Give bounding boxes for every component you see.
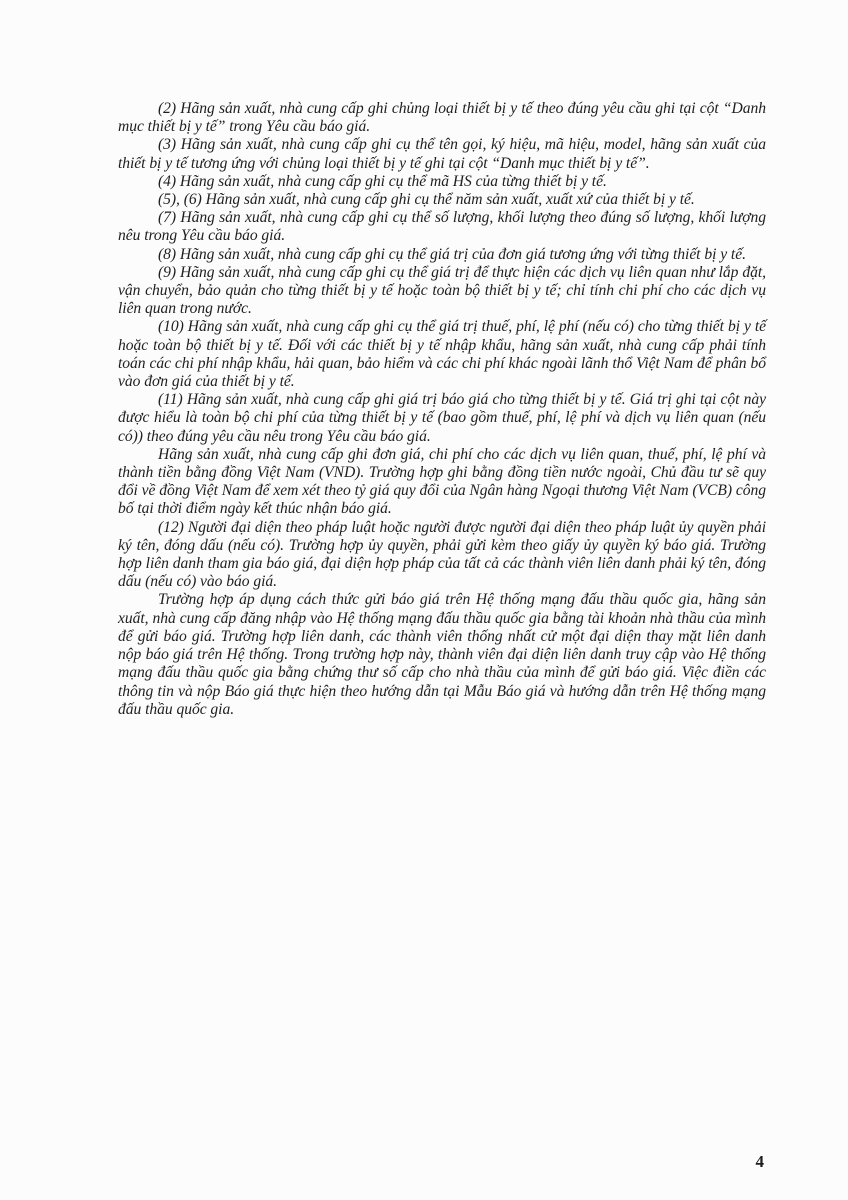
page-number: 4: [755, 1152, 764, 1171]
note-paragraph-4: (4) Hãng sản xuất, nhà cung cấp ghi cụ thể mã HS của từng thiết bị y tế.: [158, 172, 607, 190]
e-bidding-paragraph: Trường hợp áp dụng cách thức gửi báo giá trên Hệ thống mạng đấu thầu quốc gia, hãng sản xuất, nhà cung cấp đăng nhập vào Hệ thống mạng đấu thầu quốc gia bằng tài khoản nhà thầu của mình để gửi báo giá. Trường hợp liên danh, các thành viên thống nhất cử một đại diện thay mặt liên danh nộp báo giá trên Hệ thống. Trong trường hợp này, thành viên đại diện liên danh truy cập vào Hệ thống mạng đấu thầu quốc gia bằng chứng thư số cấp cho nhà thầu của mình để gửi báo giá. Việc điền các thông tin và nộp Báo giá thực hiện theo hướng dẫn tại Mẫu Báo giá và hướng dẫn trên Hệ thống mạng đấu thầu quốc gia.: [118, 591, 766, 718]
note-paragraph-9: (9) Hãng sản xuất, nhà cung cấp ghi cụ thể giá trị để thực hiện các dịch vụ liên quan như lắp đặt, vận chuyển, bảo quản cho từng thiết bị y tế hoặc toàn bộ thiết bị y tế; chỉ tính chi phí cho các dịch vụ liên quan trong nước.: [118, 263, 766, 318]
document-body: [118, 100, 766, 719]
note-paragraph-3: (3) Hãng sản xuất, nhà cung cấp ghi cụ thể tên gọi, ký hiệu, mã hiệu, model, hãng sản xuất của thiết bị y tế tương ứng với chủng loại thiết bị y tế ghi tại cột “Danh mục thiết bị y tế”.: [118, 136, 766, 172]
note-paragraph-7: (7) Hãng sản xuất, nhà cung cấp ghi cụ thể số lượng, khối lượng theo đúng số lượng, khối lượng nêu trong Yêu cầu báo giá.: [118, 209, 766, 245]
note-paragraph-12: (12) Người đại diện theo pháp luật hoặc người được người đại diện theo pháp luật ủy quyền phải ký tên, đóng dấu (nếu có). Trường hợp ủy quyền, phải gửi kèm theo giấy ủy quyền ký báo giá. Trường hợp liên danh tham gia báo giá, đại diện hợp pháp của tất cả các thành viên liên danh phải ký tên, đóng dấu (nếu có) vào báo giá.: [118, 518, 766, 591]
note-paragraph-11: (11) Hãng sản xuất, nhà cung cấp ghi giá trị báo giá cho từng thiết bị y tế. Giá trị ghi tại cột này được hiểu là toàn bộ chi phí của từng thiết bị y tế (bao gồm thuế, phí, lệ phí và dịch vụ liên quan (nếu có)) theo đúng yêu cầu nêu trong Yêu cầu báo giá.: [118, 391, 766, 445]
note-paragraph-5-6: (5), (6) Hãng sản xuất, nhà cung cấp ghi cụ thể năm sản xuất, xuất xứ của thiết bị y tế.: [158, 191, 695, 209]
note-paragraph-8: (8) Hãng sản xuất, nhà cung cấp ghi cụ thể giá trị của đơn giá tương ứng với từng thiết bị y tế.: [158, 245, 746, 263]
currency-paragraph: Hãng sản xuất, nhà cung cấp ghi đơn giá, chi phí cho các dịch vụ liên quan, thuế, phí, lệ phí và thành tiền bằng đồng Việt Nam (VND). Trường hợp ghi bằng đồng tiền nước ngoài, Chủ đầu tư sẽ quy đổi về đồng Việt Nam để xem xét theo tỷ giá quy đổi của Ngân hàng Ngoại thương Việt Nam (VCB) công bố tại thời điểm ngày kết thúc nhận báo giá.: [118, 445, 766, 518]
note-paragraph-2: (2) Hãng sản xuất, nhà cung cấp ghi chủng loại thiết bị y tế theo đúng yêu cầu ghi tại cột “Danh mục thiết bị y tế” trong Yêu cầu báo giá.: [118, 100, 766, 136]
note-paragraph-10: (10) Hãng sản xuất, nhà cung cấp ghi cụ thể giá trị thuế, phí, lệ phí (nếu có) cho từng thiết bị y tế hoặc toàn bộ thiết bị y tế. Đối với các thiết bị y tế nhập khẩu, hãng sản xuất, nhà cung cấp phải tính toán các chi phí nhập khẩu, hải quan, bảo hiểm và các chi phí khác ngoài lãnh thổ Việt Nam để phân bổ vào đơn giá của thiết bị y tế.: [118, 318, 766, 391]
